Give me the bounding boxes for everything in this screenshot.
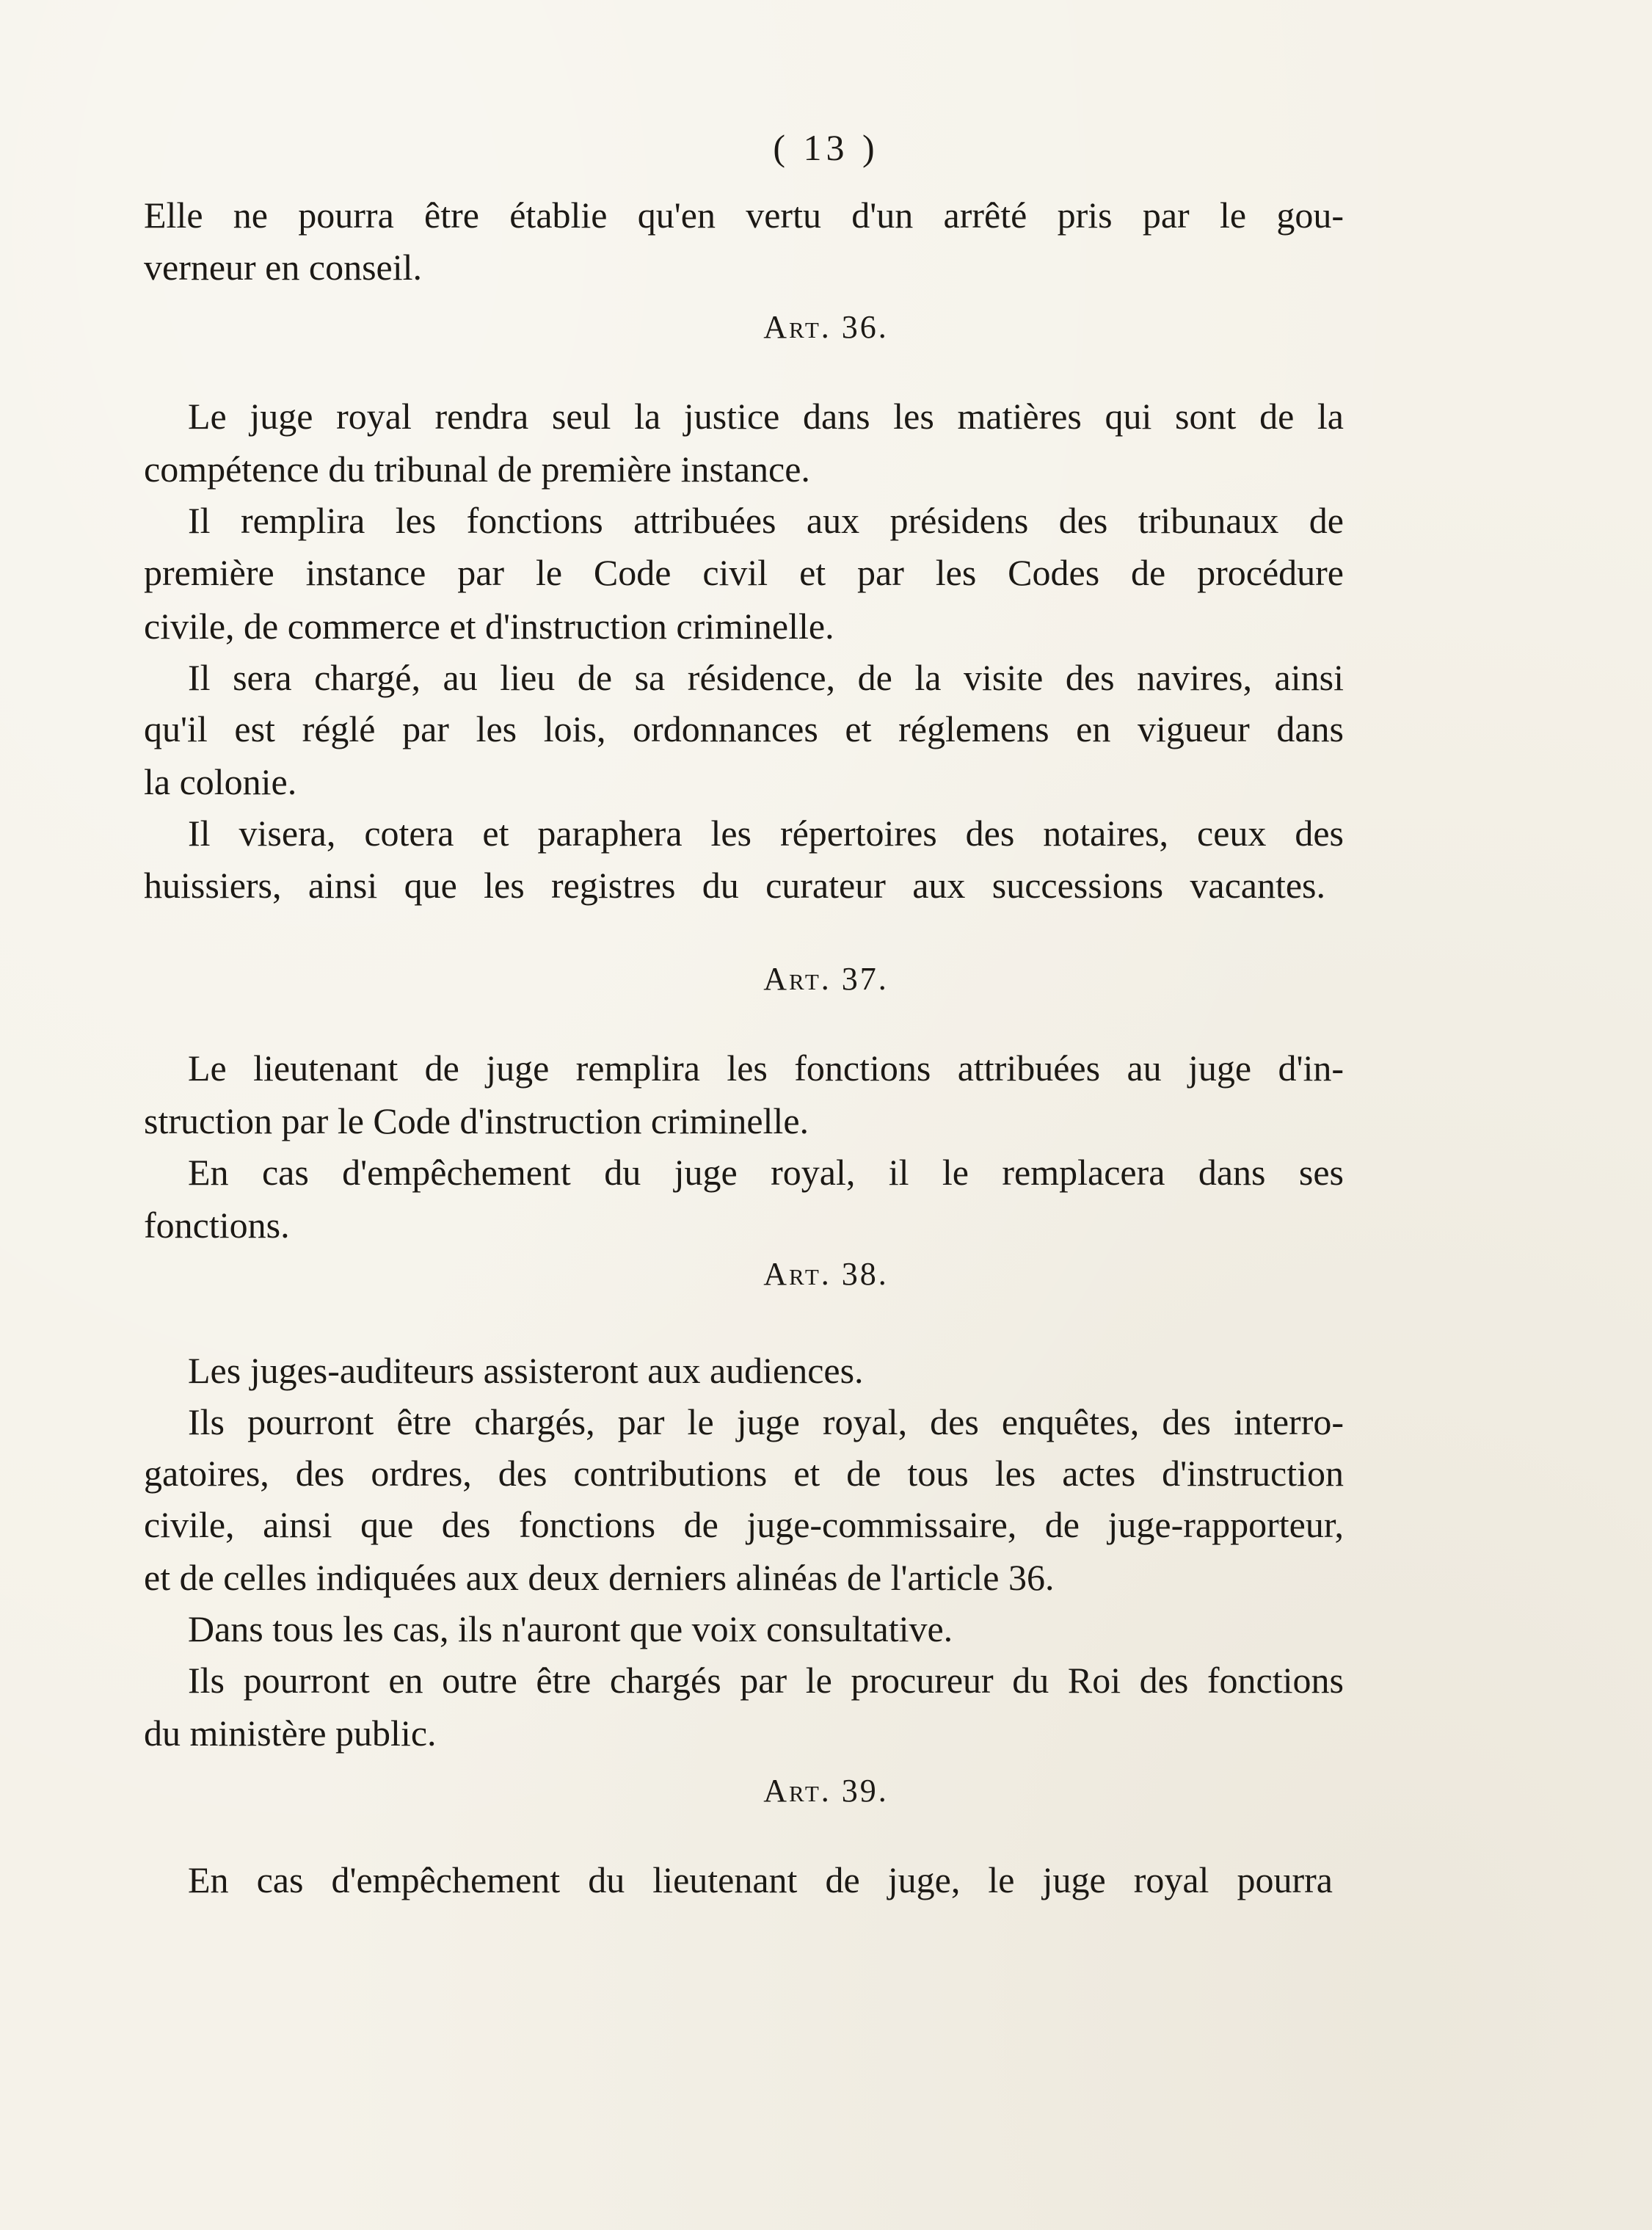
text-line: Le juge royal rendra seul la justice dans les matières qui sont de la bbox=[188, 396, 1344, 437]
text-line: huissiers, ainsi que les registres du curateur aux successions vacantes. bbox=[144, 865, 1325, 906]
text-line: première instance par le Code civil et par les Codes de procédure bbox=[144, 552, 1344, 593]
text-line: Il visera, cotera et paraphera les répertoires des notaires, ceux des bbox=[188, 813, 1344, 854]
text-line: qu'il est réglé par les lois, ordonnances et réglemens en vigueur dans bbox=[144, 708, 1344, 749]
text-line: Dans tous les cas, ils n'auront que voix consultative. bbox=[188, 1608, 953, 1649]
article-heading-36: Art. 36. bbox=[763, 309, 889, 345]
article-heading-39: Art. 39. bbox=[763, 1773, 889, 1809]
text-line: compétence du tribunal de première instance. bbox=[144, 448, 810, 490]
text-line: Les juges-auditeurs assisteront aux audiences. bbox=[188, 1350, 864, 1391]
text-line: struction par le Code d'instruction criminelle. bbox=[144, 1100, 809, 1141]
text-line: Ils pourront être chargés, par le juge royal, des enquêtes, des interro- bbox=[188, 1401, 1344, 1442]
text-line: civile, de commerce et d'instruction criminelle. bbox=[144, 606, 834, 647]
text-line: Elle ne pourra être établie qu'en vertu d'un arrêté pris par le gou- bbox=[144, 195, 1344, 236]
text-line: Ils pourront en outre être chargés par le procureur du Roi des fonctions bbox=[188, 1660, 1344, 1701]
text-line: du ministère public. bbox=[144, 1713, 437, 1754]
text-line: gatoires, des ordres, des contributions et de tous les actes d'instruction bbox=[144, 1453, 1344, 1494]
text-line: verneur en conseil. bbox=[144, 247, 423, 288]
text-line: Il remplira les fonctions attribuées aux présidens des tribunaux de bbox=[188, 500, 1344, 541]
article-heading-38: Art. 38. bbox=[763, 1256, 889, 1292]
text-line: et de celles indiquées aux deux derniers alinéas de l'article 36. bbox=[144, 1557, 1055, 1598]
text-line: fonctions. bbox=[144, 1205, 290, 1246]
text-line: En cas d'empêchement du juge royal, il le remplacera dans ses bbox=[188, 1152, 1344, 1193]
text-line: civile, ainsi que des fonctions de juge-commissaire, de juge-rapporteur, bbox=[144, 1504, 1344, 1545]
text-line: En cas d'empêchement du lieutenant de juge, le juge royal pourra bbox=[188, 1859, 1333, 1900]
text-line: la colonie. bbox=[144, 761, 297, 802]
text-line: Le lieutenant de juge remplira les fonctions attribuées au juge d'in- bbox=[188, 1047, 1344, 1089]
text-line: Il sera chargé, au lieu de sa résidence, de la visite des navires, ainsi bbox=[188, 657, 1344, 698]
article-heading-37: Art. 37. bbox=[763, 961, 889, 997]
page-number: ( 13 ) bbox=[773, 127, 879, 168]
